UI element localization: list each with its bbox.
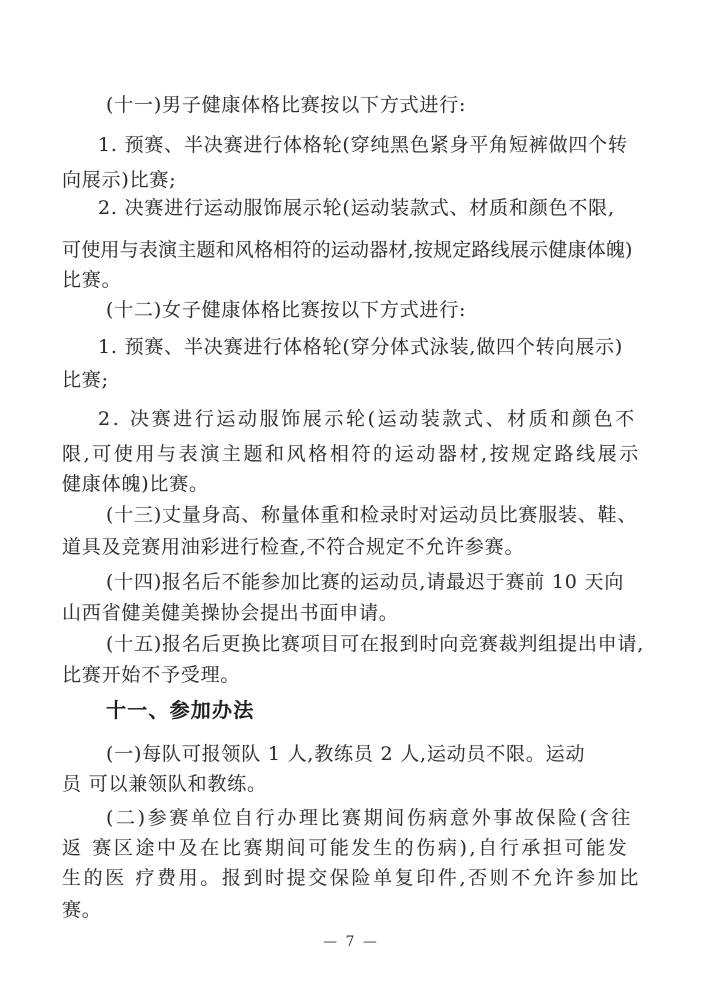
para-line: 限,可使用与表演主题和风格相符的运动器材,按规定路线展示 <box>62 443 641 465</box>
para-line: (一)每队可报领队 1 人,教练员 2 人,运动员不限。运动 <box>106 743 586 765</box>
para-line: 1. 预赛、半决赛进行体格轮(穿纯黑色紧身平角短裤做四个转 <box>98 134 628 156</box>
para-line: 比赛; <box>62 369 109 391</box>
para-line: (十一)男子健康体格比赛按以下方式进行: <box>106 94 467 116</box>
para-line: 比赛开始不予受理。 <box>62 664 241 686</box>
para-line: 赛。 <box>62 899 102 921</box>
page-number: — 7 — <box>323 934 379 950</box>
para-line: (十二)女子健康体格比赛按以下方式进行: <box>106 299 467 321</box>
para-line: 2. 决赛进行运动服饰展示轮(运动装款式、材质和颜色不 <box>98 408 637 430</box>
para-line: 比赛。 <box>62 269 122 291</box>
section-heading-participation: 十一、参加办法 <box>106 698 255 722</box>
para-line: (十四)报名后不能参加比赛的运动员,请最迟于赛前 10 天向 <box>106 571 625 593</box>
para-line: (十五)报名后更换比赛项目可在报到时向竞赛裁判组提出申请, <box>106 633 645 655</box>
para-line: 2. 决赛进行运动服饰展示轮(运动装款式、材质和颜色不限, <box>98 197 615 219</box>
para-line: 健康体魄)比赛。 <box>62 473 209 495</box>
para-line: 员 可以兼领队和教练。 <box>62 773 267 795</box>
para-line: 可使用与表演主题和风格相符的运动器材,按规定路线展示健康体魄) <box>62 239 633 261</box>
para-line: 生的医 疗费用。报到时提交保险单复印件,否则不允许参加比 <box>62 867 641 889</box>
para-line: 返 赛区途中及在比赛期间可能发生的伤病),自行承担可能发 <box>62 837 630 859</box>
para-line: 1. 预赛、半决赛进行体格轮(穿分体式泳装,做四个转向展示) <box>98 336 624 358</box>
para-line: 道具及竞赛用油彩进行检查,不符合规定不允许参赛。 <box>62 536 525 558</box>
para-line: (十三)丈量身高、称量体重和检录时对运动员比赛服装、鞋、 <box>106 504 638 526</box>
para-line: 山西省健美健美操协会提出书面申请。 <box>62 602 399 624</box>
para-line: 向展示)比赛; <box>62 169 177 191</box>
para-line: (二)参赛单位自行办理比赛期间伤病意外事故保险(含往 <box>106 807 633 829</box>
